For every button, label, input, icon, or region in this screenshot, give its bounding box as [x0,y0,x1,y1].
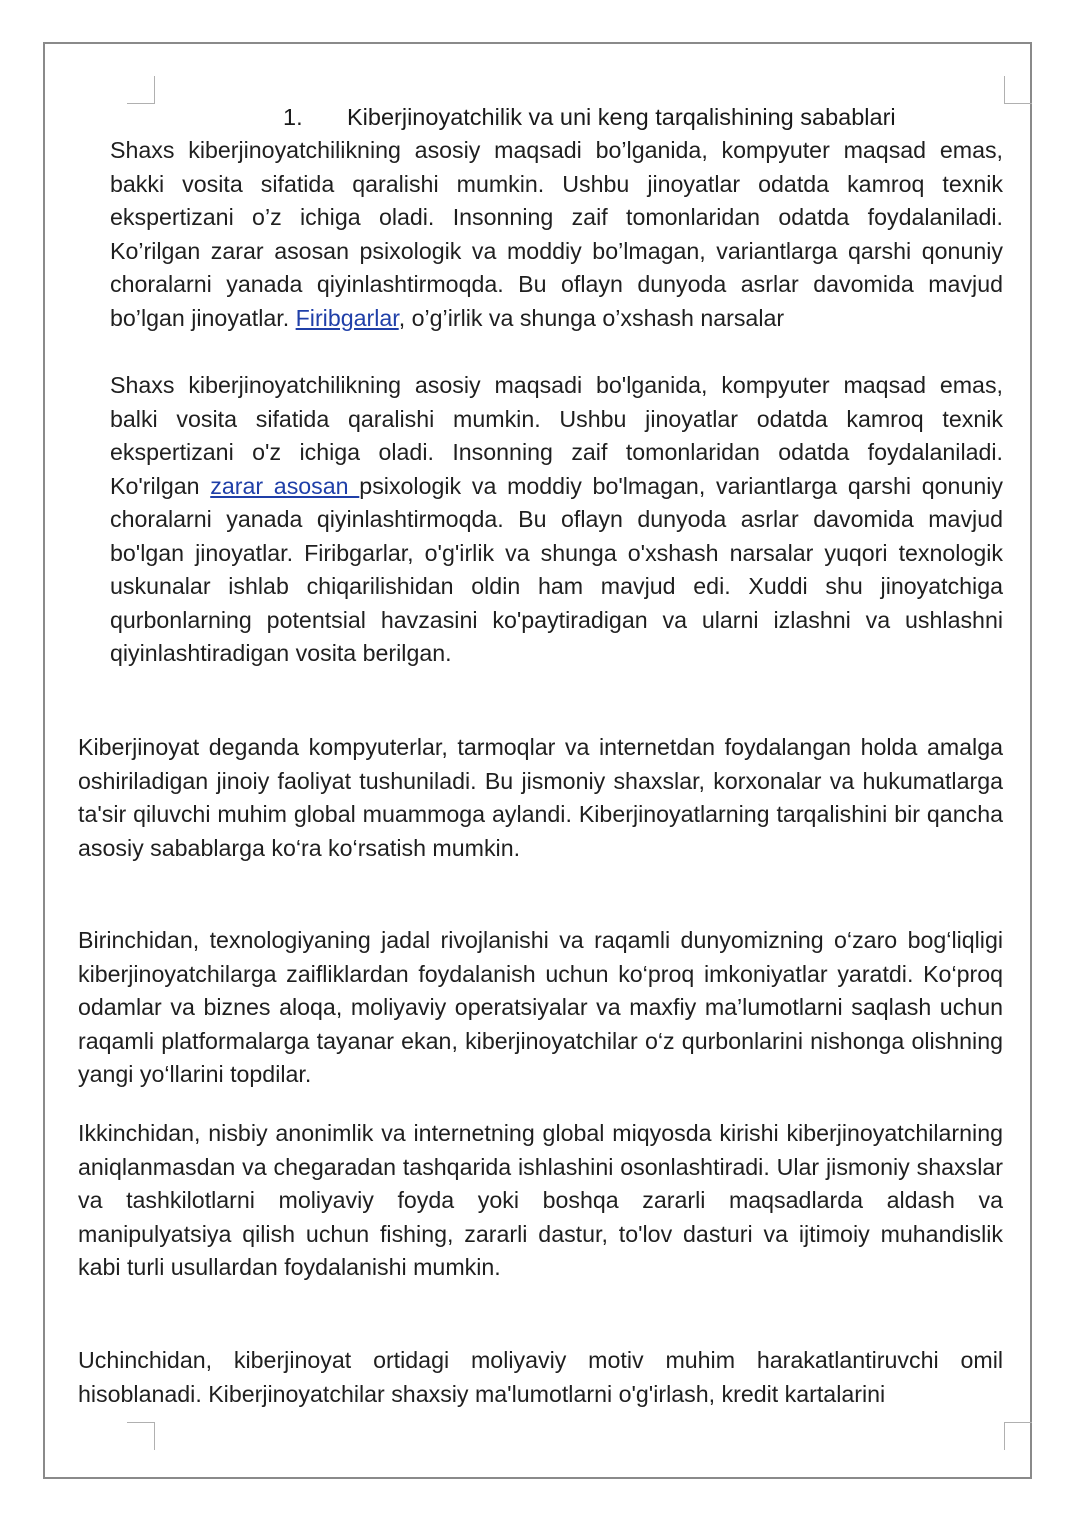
paragraph-1 [110,134,1003,335]
paragraph-3: Kiberjinoyat deganda kompyuterlar, tarmoqlar va internetdan foydalangan holda amalga oshiriladigan jinoiy faoliyat tushuniladi. Bu jismoniy shaxslar, korxonalar va hukumatlarga ta'sir qiluvchi muhim global muammoga aylandi. Kiberjinoyatlarning tarqalishini bir qancha asosiy sabablarga ko‘ra ko‘rsatish mumkin. [78,734,1003,861]
page-corner-mark-bottom-right [1004,1422,1032,1450]
page-corner-mark-top-right [1004,76,1032,104]
paragraph-1-text: Shaxs kiberjinoyatchilikning asosiy maqsadi bo’lganida, kompyuter maqsad emas, bakki vosita sifatida qaralishi mumkin. Ushbu jinoyatlar odatda kamroq texnik ekspertizani o’z ichiga oladi. Insonning zaif tomonlaridan odatda foydalaniladi. Ko’rilgan zarar asosan psixologik va moddiy bo’lmagan, variantlarga qarshi qonuniy choralarni yanada qiyinlashtirmoqda. Bu oflayn dunyoda asrlar davomida mavjud bo’lgan jinoyatlar. [110,137,1003,331]
paragraph-1-after: , o’g’irlik va shunga o’xshash narsalar [398,304,785,331]
firibgarlar-link[interactable]: Firibgarlar [295,304,399,331]
heading-title: Kiberjinoyatchilik va uni keng tarqalishining sabablari [347,104,896,130]
paragraph-4: Birinchidan, texnologiyaning jadal rivojlanishi va raqamli dunyomizning o‘zaro bog‘liqligi kiberjinoyatchilarga zaifliklardan foydalanish uchun ko‘proq imkoniyatlar yaratdi. Ko‘proq odamlar va biznes aloqa, moliyaviy operatsiyalar va maxfiy ma’lumotlarni saqlash uchun raqamli platformalarga tayanar ekan, kiberjinoyatchilar o‘z qurbonlarini nishonga olishning yangi yo‘llarini topdilar. [78,927,1003,1087]
paragraph-2-after: psixologik va moddiy bo'lmagan, variantlarga qarshi qonuniy choralarni yanada qiyinlashtirmoqda. Bu oflayn dunyoda asrlar davomida mavjud bo'lgan jinoyatlar. Firibgarlar, o'g'irlik va shunga o'xshash narsalar yuqori texnologik uskunalar ishlab chiqarilishidan oldin ham mavjud edi. Xuddi shu jinoyatchiga qurbonlarning potentsial havzasini ko'paytiradigan va ularni izlashni va ushlashni qiyinlashtiradigan vosita berilgan. [110,472,1003,666]
paragraph-5: Ikkinchidan, nisbiy anonimlik va internetning global miqyosda kirishi kiberjinoyatchilarning aniqlanmasdan va chegaradan tashqarida ishlashini osonlashtiradi. Ular jismoniy shaxslar va tashkilotlarni moliyaviy foyda yoki boshqa zararli maqsadlarda aldash va manipulyatsiya qilish uchun fishing, zararli dastur, to'lov dasturi va ijtimoiy muhandislik kabi turli usullardan foydalanishi mumkin. [78,1120,1003,1280]
heading-number: 1. [283,104,303,130]
page-corner-mark-top-left [127,76,155,104]
page-corner-mark-bottom-left [127,1422,155,1450]
zarar-asosan-link[interactable]: zarar asosan [210,472,360,499]
paragraph-2-before: Shaxs kiberjinoyatchilikning asosiy maqsadi bo'lganida, kompyuter maqsad emas, balki vosita sifatida qaralishi mumkin. Ushbu jinoyatlar odatda kamroq texnik ekspertizani o'z ichiga oladi. Insonning zaif tomonlaridan odatda foydalaniladi. Ko'rilgan [110,372,1003,499]
paragraph-6: Uchinchidan, kiberjinoyat ortidagi moliyaviy motiv muhim harakatlantiruvchi omil hisoblanadi. Kiberjinoyatchilar shaxsiy ma'lumotlarni o'g'irlash, kredit kartalarini [78,1347,1003,1407]
section-heading [283,100,896,134]
paragraph-2 [110,369,1003,671]
